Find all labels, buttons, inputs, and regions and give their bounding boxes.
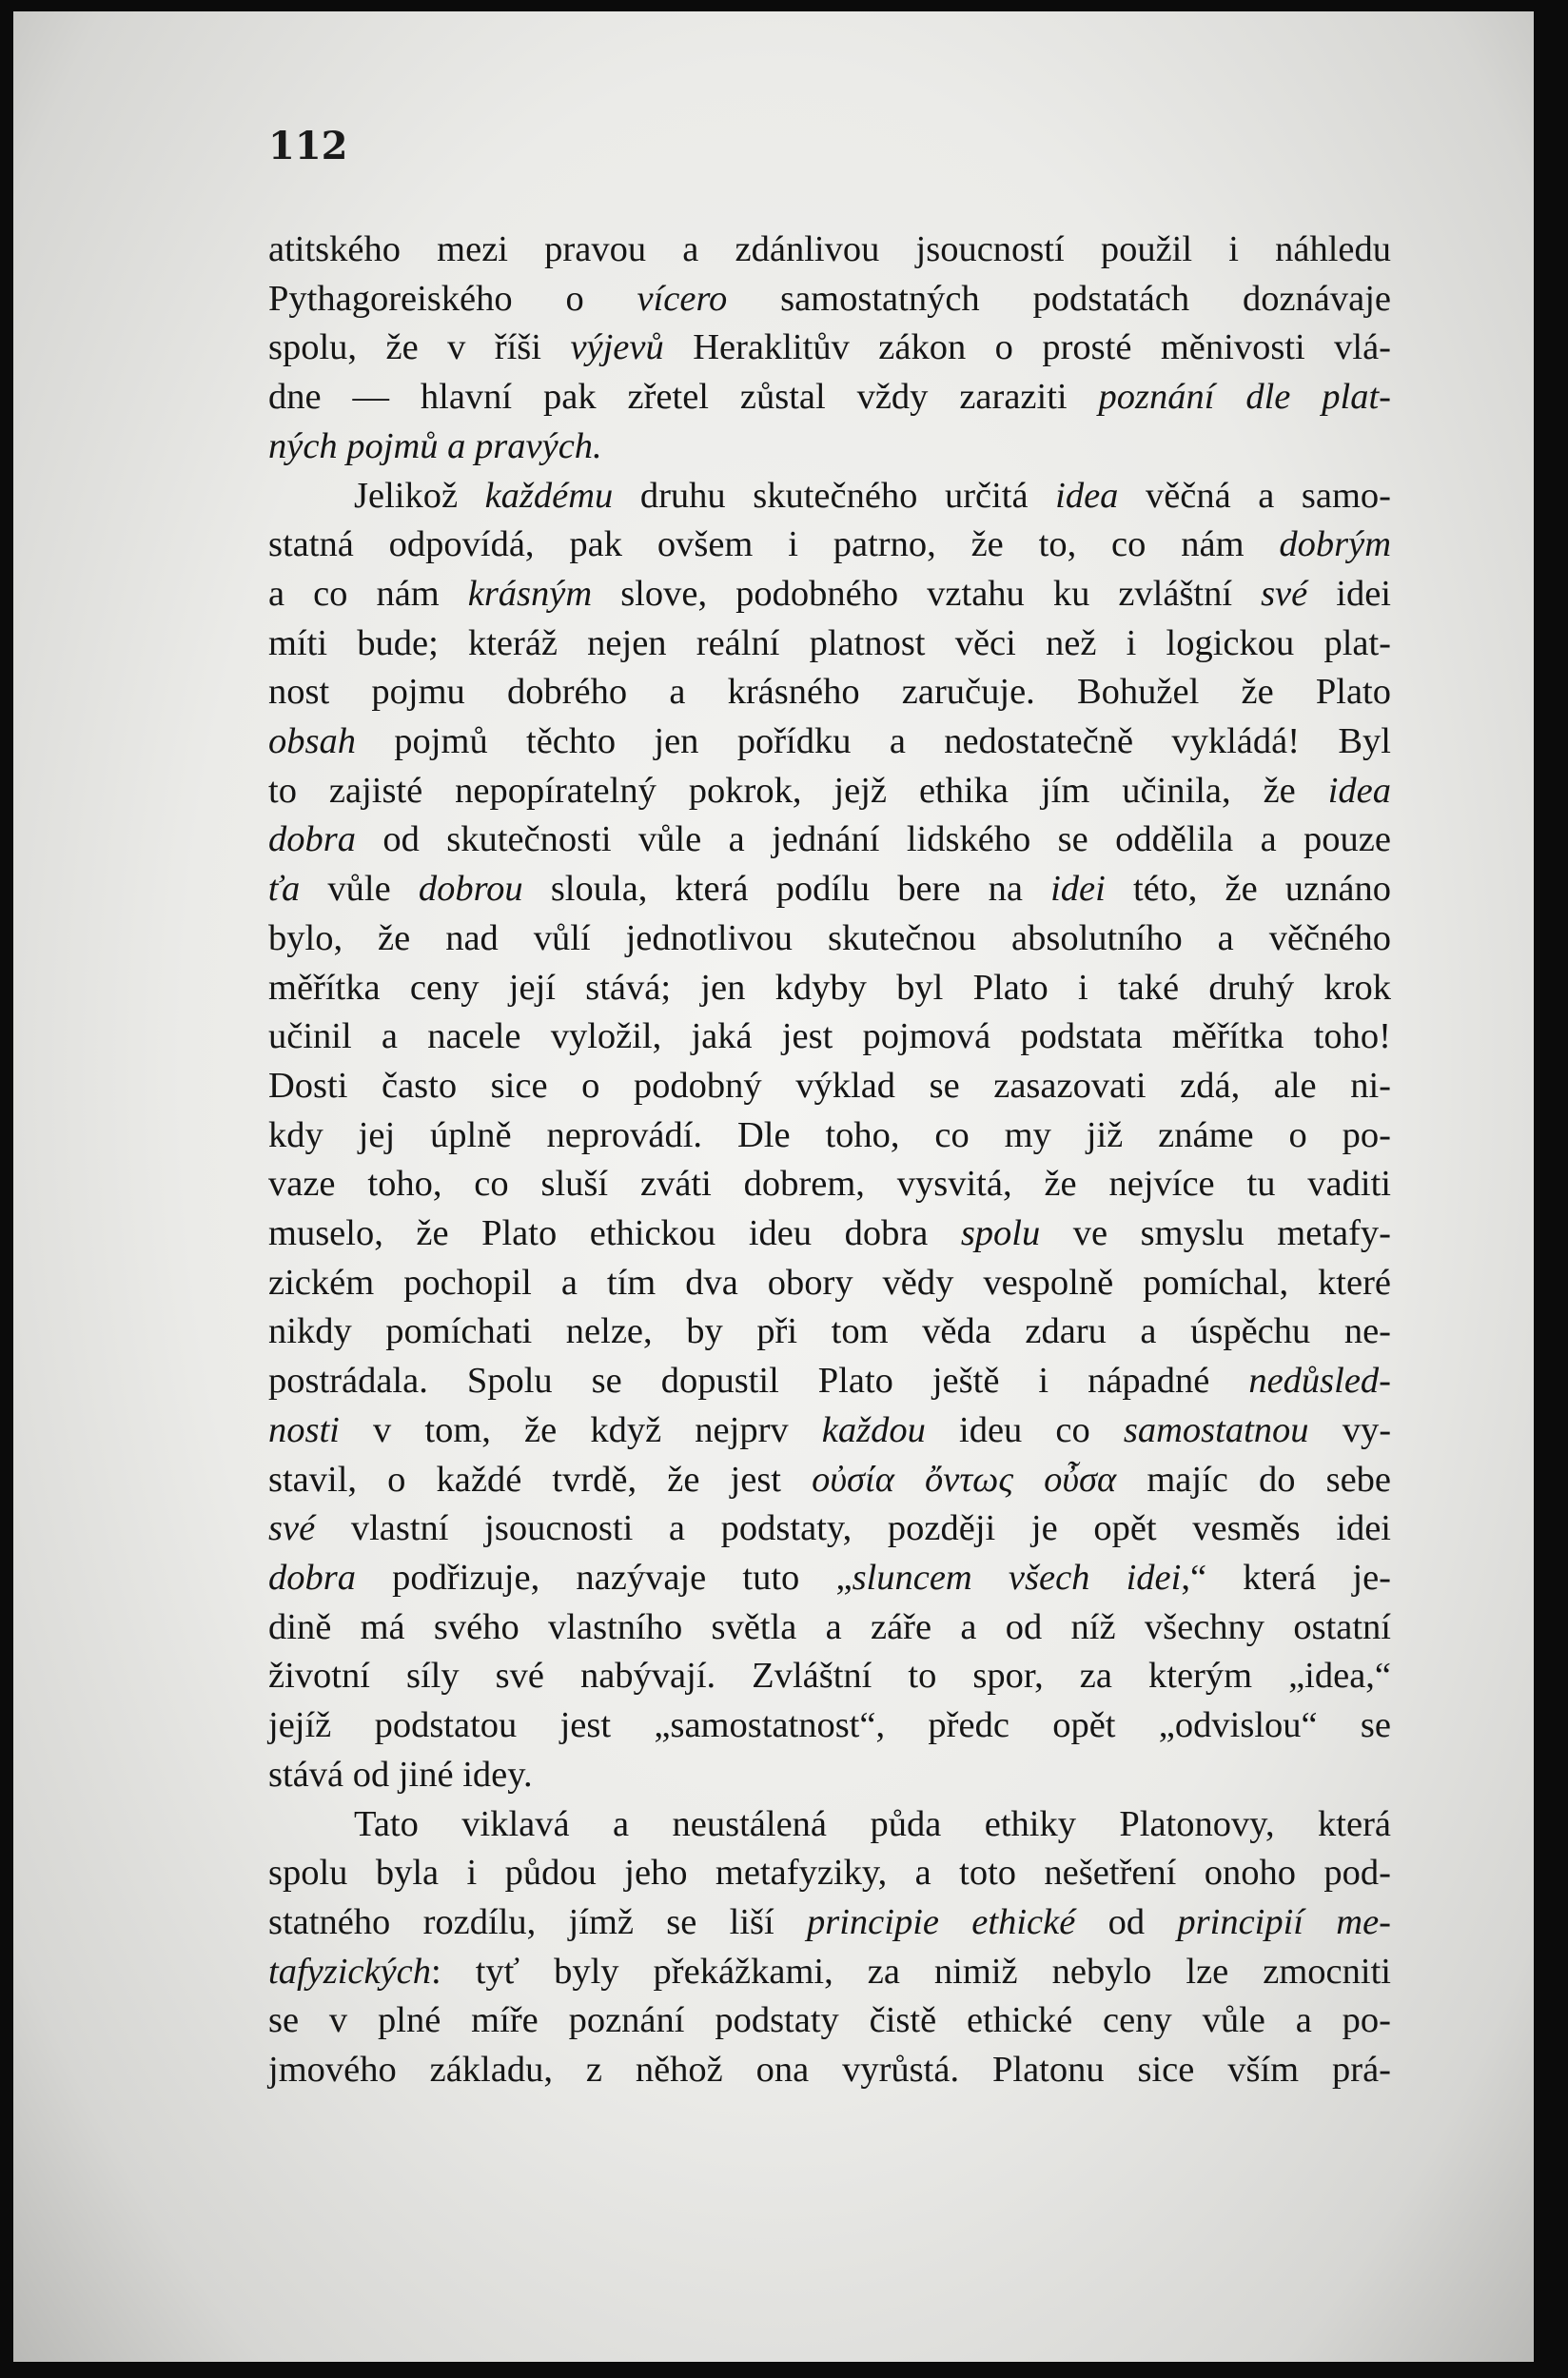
italic-emphasis: ťa [268,869,301,910]
text-line: statná odpovídá, pak ovšem i patrno, že to, co nám dobrým [268,524,1391,565]
paragraph-2-first-line [268,472,1391,521]
text-line: své vlastní jsoucnosti a podstaty, později je opět vesměs idei [268,1508,1391,1549]
text-line: nikdy pomíchati nelze, by při tom věda zdaru a úspěchu ne- [268,1311,1391,1352]
paragraph-3 [268,1849,1391,2095]
text-line: postrádala. Spolu se dopustil Plato ještě i nápadné nedůsled- [268,1361,1391,1402]
italic-emphasis: idea [1327,770,1391,811]
text-line: stavil, o každé tvrdě, že jest οὐσία ὄντως οὖσα majíc do sebe [268,1459,1391,1500]
italic-emphasis: idei [1050,869,1106,910]
text-line: kdy jej úplně neprovádí. Dle toho, co my již známe o po- [268,1114,1391,1155]
text-line: a co nám krásným slove, podobného vztahu ku zvláštní své idei [268,573,1391,614]
text-line: Pythagoreiského o vícero samostatných podstatách doznávaje [268,278,1391,319]
italic-emphasis: ných pojmů a pravých. [268,425,602,466]
italic-emphasis: tafyzických [268,1951,432,1992]
paragraph-1-end [268,423,1391,472]
text-line: nosti v tom, že když nejprv každou ideu co samostatnou vy- [268,1409,1392,1450]
italic-emphasis: nosti [268,1409,340,1450]
italic-emphasis: dobra [268,819,356,860]
text-line: měřítka ceny její stává; jen kdyby byl Plato i také druhý krok [268,967,1391,1008]
paragraph-2 [268,521,1391,1751]
text-line: Jelikož každému druhu skutečného určitá idea věčná a samo- [354,475,1391,516]
italic-emphasis: vícero [637,278,728,319]
text-line: spolu byla i půdou jeho metafyziky, a toto nešetření onoho pod- [268,1853,1391,1894]
text-line: dne — hlavní pak zřetel zůstal vždy zaraziti poznání dle plat- [268,377,1391,418]
italic-emphasis: samostatnou [1123,1409,1309,1450]
text-line: životní síly své nabývají. Zvláštní to spor, za kterým „idea,“ [268,1656,1391,1697]
text-line: se v plné míře poznání podstaty čistě ethické ceny vůle a po- [268,2000,1391,2041]
text-line: spolu, že v říši výjevů Heraklitův zákon o prosté měnivosti vlá- [268,327,1391,368]
italic-emphasis: dobra [268,1557,356,1598]
italic-emphasis: krásným [467,573,593,614]
text-line: muselo, že Plato ethickou ideu dobra spolu ve smyslu metafy- [268,1213,1391,1254]
text-line: učinil a nacele vyložil, jaká jest pojmová podstata měřítka toho! [268,1016,1391,1057]
italic-emphasis: poznání dle plat- [1098,377,1391,418]
italic-emphasis: idea [1055,475,1119,516]
text-line: jejíž podstatou jest „samostatnost“, předc opět „odvislou“ se [268,1705,1391,1746]
text-line: to zajisté nepopíratelný pokrok, jejž ethika jím učinila, že idea [268,770,1391,811]
text-line [268,426,602,466]
page-number: 112 [268,124,348,168]
italic-emphasis: výjevů [570,327,664,368]
italic-emphasis: dobrým [1279,524,1391,565]
paragraph-1 [268,226,1391,423]
italic-emphasis: své [1261,573,1308,614]
italic-emphasis: sluncem všech idei [852,1557,1182,1598]
text-line: zickém pochopil a tím dva obory vědy vespolně pomíchal, které [268,1262,1391,1303]
text-line: stává od jiné idey. [268,1754,533,1795]
text-line: Dosti často sice o podobný výklad se zasazovati zdá, ale ni- [268,1065,1391,1106]
italic-emphasis: dobrou [418,869,523,910]
text-line: vaze toho, co sluší zváti dobrem, vysvitá, že nejvíce tu vaditi [268,1164,1391,1205]
text-line: obsah pojmů těchto jen pořídku a nedostatečně vykládá! Byl [268,721,1391,762]
text-line: ťa vůle dobrou sloula, která podílu bere na idei této, že uznáno [268,869,1391,910]
italic-emphasis: principií me- [1177,1901,1391,1942]
text-line: nost pojmu dobrého a krásného zaručuje. Bohužel že Plato [268,672,1391,713]
text-line: dobra od skutečnosti vůle a jednání lidského se oddělila a pouze [268,819,1391,860]
text-line: jmového základu, z něhož ona vyrůstá. Platonu sice vším prá- [268,2050,1391,2091]
italic-emphasis: nedůsled- [1248,1361,1391,1402]
italic-emphasis: οὐσία ὄντως οὖσα [812,1459,1117,1500]
paragraph-3-first-line [268,1800,1391,1850]
italic-emphasis: své [268,1508,316,1549]
body-text [268,226,1391,2095]
text-line: dobra podřizuje, nazývaje tuto „sluncem všech idei,“ která je- [268,1557,1391,1598]
italic-emphasis: spolu [960,1213,1041,1254]
text-line: dině má svého vlastního světla a záře a od níž všechny ostatní [268,1606,1391,1647]
text-line: Tato viklavá a neustálená půda ethiky Platonovy, která [354,1803,1391,1844]
italic-emphasis: obsah [268,721,356,762]
text-line: míti bude; kteráž nejen reální platnost věci než i logickou plat- [268,622,1391,663]
text-line: statného rozdílu, jímž se liší principie ethické od principií me- [268,1901,1391,1942]
paragraph-2-end [268,1751,1391,1800]
italic-emphasis: každou [821,1409,926,1450]
text-line: bylo, že nad vůlí jednotlivou skutečnou absolutního a věčného [268,917,1391,958]
italic-emphasis: každému [484,475,614,516]
italic-emphasis: principie ethické [807,1901,1076,1942]
text-line: tafyzických: tyť byly překážkami, za nimiž nebylo lze zmocniti [268,1951,1391,1992]
text-line: atitského mezi pravou a zdánlivou jsoucností použil i náhledu [268,229,1391,269]
book-page [13,11,1534,2362]
